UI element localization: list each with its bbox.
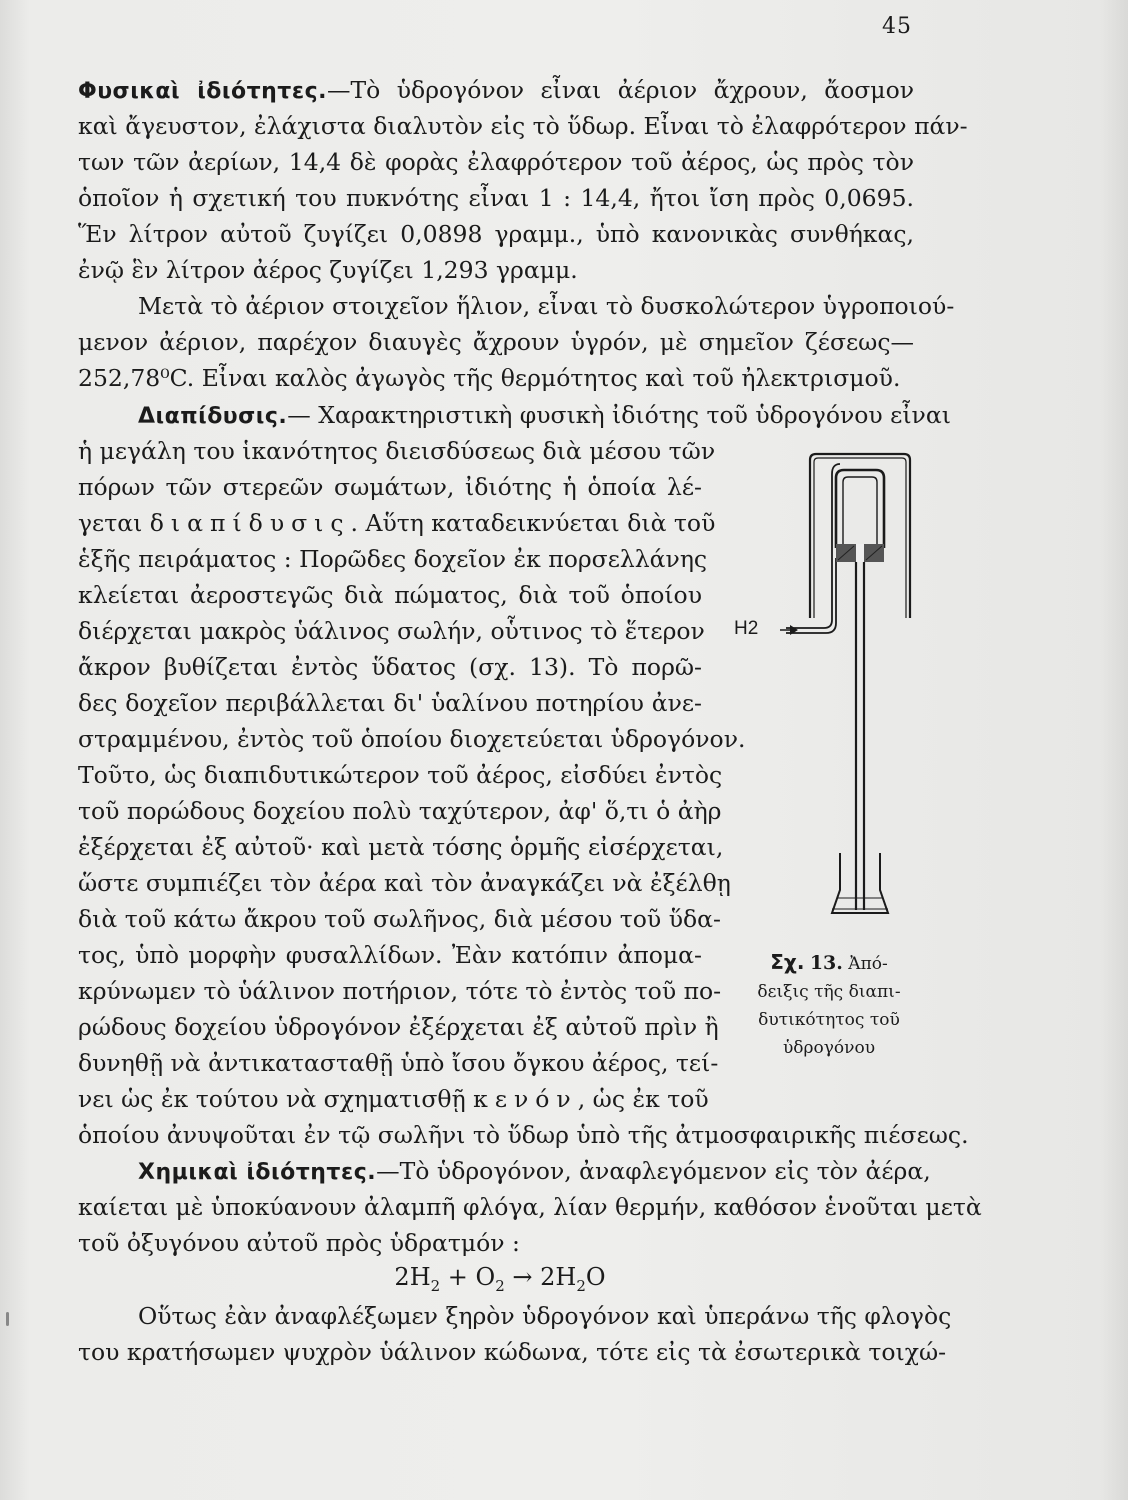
- caption-number: 13.: [809, 952, 843, 974]
- paragraph3-line11: Τοῦτο, ὡς διαπιδυτικώτερον τοῦ ἀέρος, εἰσδύει ἐντὸς: [78, 761, 723, 789]
- paragraph1-line5: Ἕν λίτρον αὐτοῦ ζυγίζει 0,0898 γραμμ., ὑπὸ κανονικὰς συνθήκας,: [78, 220, 914, 248]
- gas-label-h2: H2: [734, 618, 759, 639]
- paragraph3-line1: Διαπίδυσις.— Χαρακτηριστικὴ φυσικὴ ἰδιότης τοῦ ὑδρογόνου εἶναι: [138, 401, 951, 429]
- paragraph4-line3: τοῦ ὀξυγόνου αὐτοῦ πρὸς ὑδρατμόν :: [78, 1229, 520, 1257]
- paragraph3-line8: ἄκρον βυθίζεται ἐντὸς ὕδατος (σχ. 13). Τὸ πορῶ-: [78, 653, 702, 681]
- paragraph3-line12: τοῦ πορώδους δοχείου πολὺ ταχύτερον, ἀφ' ὅ,τι ὁ ἀὴρ: [78, 797, 722, 825]
- paragraph3-line18: ρώδους δοχείου ὑδρογόνον ἐξέρχεται ἐξ αὐτοῦ πρὶν ἢ: [78, 1013, 719, 1041]
- figure-13-caption: Σχ. 13. Ἀπό- δειξις τῆς διαπι- δυτικότητος τοῦ ὑδρογόνου: [757, 950, 901, 1058]
- paragraph5-line2: του κρατήσωμεν ψυχρὸν ὑάλινον κώδωνα, τότε εἰς τὰ ἐσωτερικὰ τοιχώ-: [78, 1338, 947, 1366]
- water-vessel: [832, 853, 888, 913]
- paragraph3-line6: κλείεται ἀεροστεγῶς διὰ πώματος, διὰ τοῦ ὁποίου: [78, 581, 702, 609]
- paragraph1-line4: ὁποῖον ἡ σχετική του πυκνότης εἶναι 1 : 14,4, ἤτοι ἴση πρὸς 0,0695.: [78, 184, 914, 212]
- chemical-equation: $2H_2 + O_2 \to 2H_2O$: [394, 1263, 606, 1295]
- paragraph3-line10: στραμμένου, ἐντὸς τοῦ ὁποίου διοχετεύεται ὑδρογόνον.: [78, 725, 746, 753]
- heading-chemical-properties: Χημικαὶ ἰδιότητες.: [138, 1160, 377, 1185]
- paragraph2-line1: Μετὰ τὸ ἀέριον στοιχεῖον ἥλιον, εἶναι τὸ δυσκολώτερον ὑγροποιού-: [138, 292, 955, 320]
- heading-diffusion: Διαπίδυσις.: [138, 404, 288, 429]
- paragraph3-line7: διέρχεται μακρὸς ὑάλινος σωλήν, οὗτινος τὸ ἕτερον: [78, 617, 705, 645]
- paragraph3-line9: δες δοχεῖον περιβάλλεται δι' ὑαλίνου ποτηρίου ἀνε-: [78, 689, 702, 717]
- spaced-term-diffusion: διαπίδυσις: [149, 509, 351, 537]
- paragraph3-line20: νει ὡς ἐκ τούτου νὰ σχηματισθῇ κενόν, ὡς ἐκ τοῦ: [78, 1085, 709, 1113]
- paragraph3-line3: πόρων τῶν στερεῶν σωμάτων, ἰδιότης ἡ ὁποία λέ-: [78, 473, 702, 501]
- page-number: 45: [882, 14, 912, 39]
- paragraph4-line1: Χημικαὶ ἰδιότητες.—Τὸ ὑδρογόνον, ἀναφλεγόμενον εἰς τὸν ἀέρα,: [138, 1157, 931, 1185]
- margin-mark: [6, 1312, 9, 1326]
- paragraph3-line17: κρύνωμεν τὸ ὑάλινον ποτήριον, τότε τὸ ἐντὸς τοῦ πο-: [78, 977, 722, 1005]
- paragraph2-line3: 252,78⁰C. Εἶναι καλὸς ἀγωγὸς τῆς θερμότητος καὶ τοῦ ἠλεκτρισμοῦ.: [78, 364, 901, 392]
- paragraph1-line2: καὶ ἄγευστον, ἐλάχιστα διαλυτὸν εἰς τὸ ὕδωρ. Εἶναι τὸ ἐλαφρότερον πάν-: [78, 112, 968, 140]
- spaced-term-vacuum: κενόν: [473, 1085, 578, 1113]
- paragraph3-line15: διὰ τοῦ κάτω ἄκρου τοῦ σωλῆνος, διὰ μέσου τοῦ ὕδα-: [78, 905, 721, 933]
- paragraph5-line1: Οὕτως ἐὰν ἀναφλέξωμεν ξηρὸν ὑδρογόνον καὶ ὑπεράνω τῆς φλογὸς: [138, 1302, 952, 1330]
- paragraph3-line2: ἡ μεγάλη του ἱκανότητος διεισδύσεως διὰ μέσου τῶν: [78, 437, 716, 465]
- paragraph3-line4: γεται διαπίδυσις. Αὕτη καταδεικνύεται διὰ τοῦ: [78, 509, 716, 537]
- paragraph3-line19: δυνηθῇ νὰ ἀντικατασταθῇ ὑπὸ ἴσου ὄγκου ἀέρος, τεί-: [78, 1049, 719, 1077]
- paragraph1-line3: των τῶν ἀερίων, 14,4 δὲ φορὰς ἐλαφρότερον τοῦ ἀέρος, ὡς πρὸς τὸν: [78, 148, 914, 176]
- paragraph3-line21: ὁποίου ἀνυψοῦται ἐν τῷ σωλῆνι τὸ ὕδωρ ὑπὸ τῆς ἀτμοσφαιρικῆς πιέσεως.: [78, 1121, 969, 1149]
- paragraph3-line5: ἑξῆς πειράματος : Πορῶδες δοχεῖον ἐκ πορσελλάνης: [78, 545, 708, 573]
- paragraph2-line2: μενον ἀέριον, παρέχον διαυγὲς ἄχρουν ὑγρόν, μὲ σημεῖον ζέσεως—: [78, 328, 914, 356]
- figure-13-diagram: [728, 448, 918, 928]
- caption-label: Σχ.: [770, 950, 805, 974]
- hydrogen-inlet-pipe: [786, 464, 840, 628]
- paragraph1-line6: ἐνῷ ἓν λίτρον ἀέρος ζυγίζει 1,293 γραμμ.: [78, 256, 578, 284]
- heading-physical-properties: Φυσικαὶ ἰδιότητες.: [78, 79, 327, 104]
- paragraph3-line13: ἐξέρχεται ἐξ αὐτοῦ· καὶ μετὰ τόσης ὁρμῆς εἰσέρχεται,: [78, 833, 724, 861]
- inverted-beaker: [810, 454, 910, 618]
- paragraph3-line16: τος, ὑπὸ μορφὴν φυσαλλίδων. Ἐὰν κατόπιν ἀπομα-: [78, 941, 702, 969]
- paragraph4-line2: καίεται μὲ ὑποκύανουν ἀλαμπῆ φλόγα, λίαν θερμήν, καθόσον ἑνοῦται μετὰ: [78, 1193, 982, 1221]
- paragraph3-line14: ὥστε συμπιέζει τὸν ἀέρα καὶ τὸν ἀναγκάζει νὰ ἐξέλθῃ: [78, 869, 731, 897]
- paragraph1-line1: Φυσικαὶ ἰδιότητες.—Τὸ ὑδρογόνον εἶναι ἀέριον ἄχρουν, ἄοσμον: [78, 76, 914, 104]
